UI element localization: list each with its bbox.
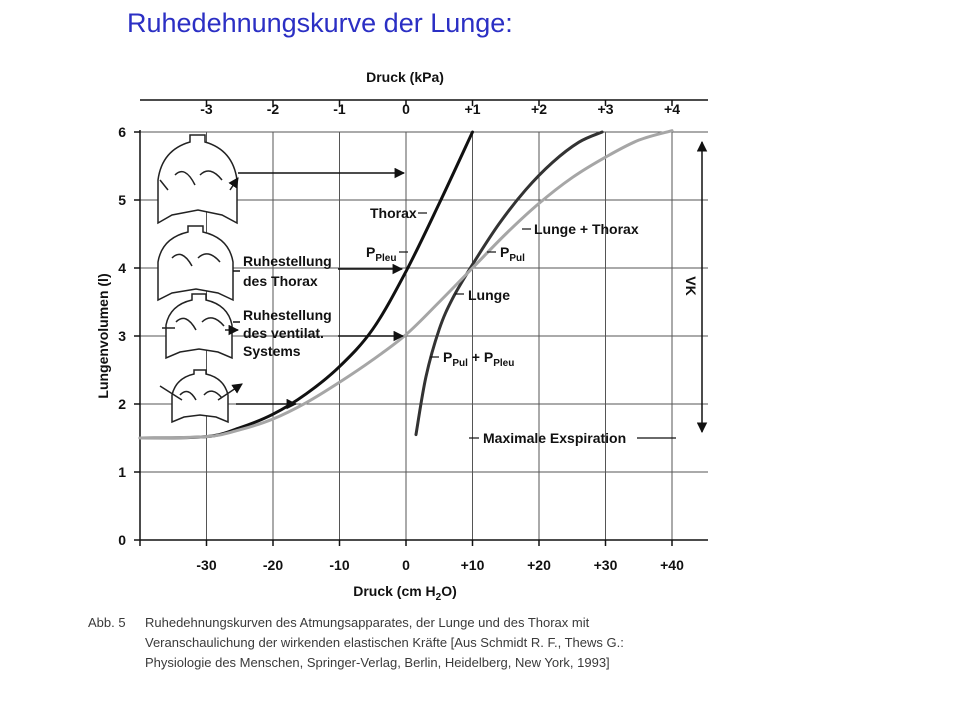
x-tick-label: +40 [660,557,684,573]
x-tick-label: +10 [460,557,485,573]
annotations [243,205,699,446]
y-tick-label: 5 [118,192,126,208]
label-lunge-thorax: Lunge + Thorax [534,221,639,237]
y-tick-label: 3 [118,328,126,344]
x-tick-label: -10 [329,557,350,573]
x2-tick-label: +4 [664,101,680,117]
label-ruhestellung-thorax-2: des Thorax [243,273,318,289]
x2-tick-label: -1 [333,101,346,117]
label-lunge: Lunge [468,287,510,303]
x2-tick-label: -3 [200,101,213,117]
label-vk: VK [683,276,699,296]
label-ruhestellung-thorax-1: Ruhestellung [243,253,332,269]
lung-illustration-thorax-rest [158,226,233,300]
y-axis-title: Lungenvolumen (l) [95,273,111,399]
x-tick-label: +20 [527,557,551,573]
label-p-pleu: $P_{Pleu}$ [366,244,397,264]
caption-text [145,613,705,673]
y-tick-label: 0 [118,532,126,548]
x2-tick-label: +3 [597,101,614,117]
caption-label: Abb. 5 [88,615,126,630]
lung-illustration-expiration [160,370,242,422]
y-tick-label: 2 [118,396,126,412]
caption-line: Ruhedehnungskurven des Atmungsapparates, der Lunge und des Thorax mit [145,615,590,630]
slide-title: Ruhedehnungskurve der Lunge: [127,8,513,38]
lung-illustration-system-rest [162,294,238,358]
label-maximale-exspiration: Maximale Exspiration [483,430,627,446]
x-tick-label: -30 [196,557,217,573]
label-thorax: Thorax [370,205,417,221]
x2-tick-label: 0 [402,101,410,117]
x2-tick-label: -2 [266,101,280,117]
x2-tick-label: +2 [531,101,547,117]
label-ruhestellung-system-2: des ventilat. [243,325,324,341]
x2-axis-title: Druck (kPa) [366,69,444,85]
label-p-pul-plus-p-pleu: $P_{Pul} + P_{Pleu}$ [443,349,515,369]
y-tick-label: 6 [118,124,126,140]
x-tick-label: +30 [593,557,618,573]
x2-tick-label: +1 [464,101,481,117]
y-tick-label: 4 [118,260,126,276]
caption-line: Physiologie des Menschen, Springer-Verlag, Berlin, Heidelberg, New York, 1993] [145,655,610,670]
lung-illustration-inspiration [158,135,238,223]
label-ruhestellung-system-3: Systems [243,343,301,359]
y-tick-label: 1 [118,464,126,480]
label-ruhestellung-system-1: Ruhestellung [243,307,332,323]
label-p-pul: $P_{Pul}$ [500,244,525,264]
x-tick-label: -20 [262,557,284,573]
x-axis-title: Druck (cm $H_2O$) [353,583,457,603]
x-tick-label: 0 [402,557,410,573]
caption-line: Veranschaulichung der wirkenden elastischen Kräfte [Aus Schmidt R. F., Thews G.: [145,635,624,650]
